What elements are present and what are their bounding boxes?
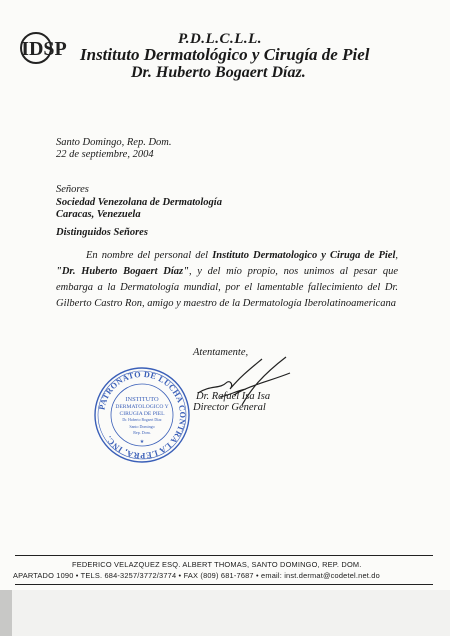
footer-top-rule — [15, 555, 433, 556]
institute-stamp — [92, 365, 192, 465]
stamp-line-5: Santo Domingo — [129, 424, 155, 429]
stamp-line-2: DERMATOLOGICO Y — [115, 404, 169, 410]
letterhead-doctor: Dr. Huberto Bogaert Díaz. — [131, 64, 306, 81]
stamp-line-3: CIRUGIA DE PIEL — [119, 411, 165, 417]
logo-text: IDSP — [21, 38, 67, 60]
page-bottom-margin — [0, 590, 450, 636]
closing: Atentamente, — [193, 347, 249, 358]
signer-name: Dr. Rafael Isa Isa — [196, 391, 271, 402]
letter-body — [56, 248, 398, 312]
footer-contact: APARTADO 1090 • TELS. 684-3257/3772/3774 • FAX (809) 681-7687 • email: inst.dermat@codetel.net.do — [13, 571, 380, 580]
salutation-to: Señores — [56, 184, 89, 195]
institute-logo — [20, 30, 70, 66]
body-text-1: En nombre del personal del — [86, 250, 213, 261]
stamp-ring-text: PATRONATO DE LUCHA CONTRA LA LEPRA, INC. — [97, 369, 188, 461]
stamp-line-6: Rep. Dom. — [133, 430, 151, 435]
footer-address: FEDERICO VELAZQUEZ ESQ. ALBERT THOMAS, SANTO DOMINGO, REP. DOM. — [72, 560, 362, 569]
recipient-organization: Sociedad Venezolana de Dermatología — [56, 197, 222, 208]
letterhead-institute: Instituto Dermatológico y Cirugía de Piel — [80, 45, 370, 64]
letterhead-acronym: P.D.L.C.L.L. — [178, 31, 263, 47]
recipient-city: Caracas, Venezuela — [56, 209, 141, 220]
stamp-star-icon: ★ — [139, 439, 145, 445]
letter-place: Santo Domingo, Rep. Dom. — [56, 137, 172, 148]
stamp-line-4: Dr. Huberto Bogaert Díaz — [122, 418, 162, 422]
body-institute-name: Instituto Dermatologico y Ciruga de Piel — [212, 250, 396, 261]
greeting: Distinguidos Señores — [56, 227, 148, 238]
page-edge-shadow — [0, 590, 12, 636]
body-doctor-name: "Dr. Huberto Bogaert Díaz" — [56, 266, 189, 277]
signer-title: Director General — [193, 402, 266, 413]
body-text-3: , y del mío propio, nos unimos al pesar que embarga a la Dermatología mundial, por el lamentable fallecimiento del Dr. Gilberto Castro Ron, amigo y maestro de la Dermatología Iberolatinoamericana — [56, 266, 398, 309]
footer-bottom-rule — [15, 584, 433, 585]
letter-date: 22 de septiembre, 2004 — [56, 149, 154, 160]
stamp-line-1: INSTITUTO — [125, 396, 159, 403]
body-text-2: , — [395, 250, 398, 261]
